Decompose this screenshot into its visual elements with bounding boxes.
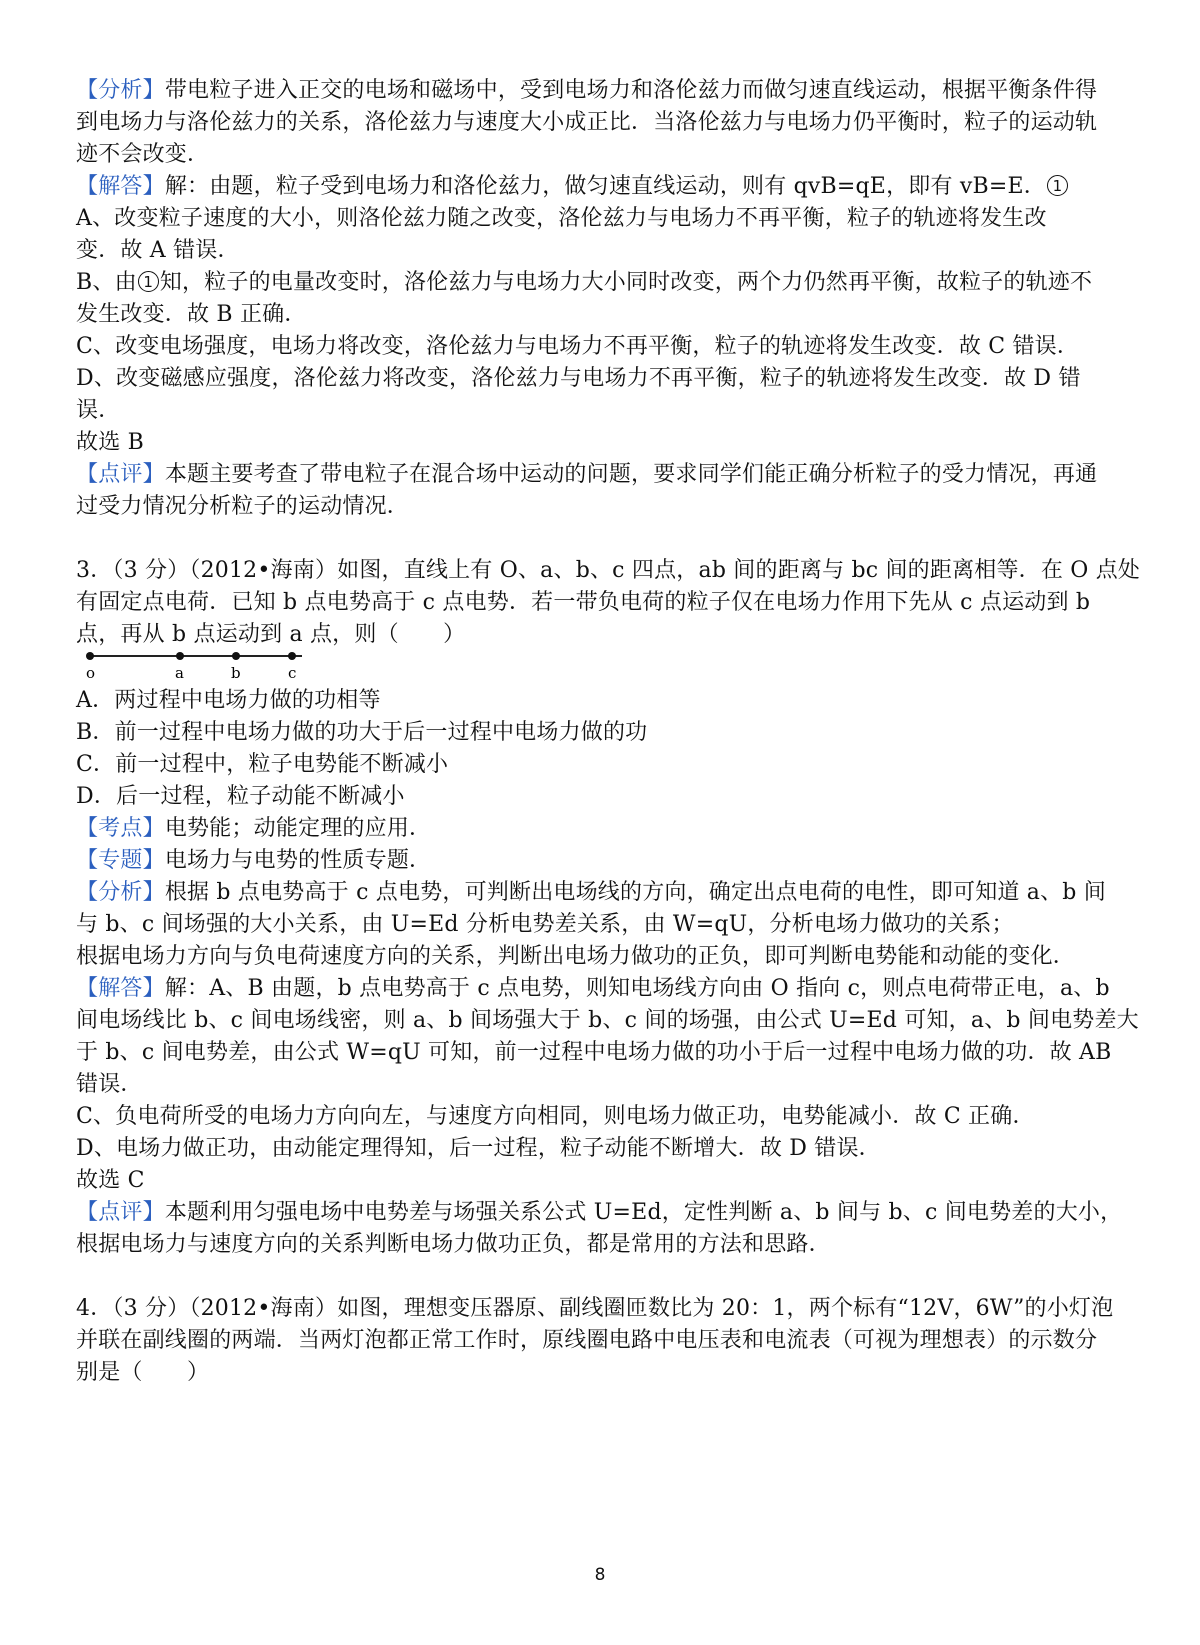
solution-tag: 【解答】: [76, 174, 165, 199]
zhuanti-tag: 【专题】: [76, 848, 165, 873]
q3-stem-line-3: 点，再从 b 点运动到 a 点，则（ ）: [76, 622, 466, 647]
q3-zhuanti-line: 【专题】电场力与电势的性质专题．: [76, 848, 432, 873]
q3-stem-line-2: 有固定点电荷．已知 b 点电势高于 c 点电势．若一带负电荷的粒子仅在电场力作用下先从 c 点运动到 b: [76, 590, 1091, 615]
p2-comment-line-2: 过受力情况分析粒子的运动情况．: [76, 494, 410, 519]
q4-stem-line-3: 别是（ ）: [76, 1360, 210, 1385]
q3-option-b: B．前一过程中电场力做的功大于后一过程中电场力做的功: [76, 720, 648, 745]
label-a: a: [175, 664, 184, 682]
circled-one-marker: 1: [138, 271, 159, 292]
p2-option-b-line-1: B、由 1 知，粒子的电量改变时，洛伦兹力与电场力大小同时改变，两个力仍然再平衡，故粒子的轨迹不: [76, 270, 1093, 295]
q3-solution-line-4: 错误．: [76, 1072, 143, 1097]
circled-one-marker: 1: [1047, 175, 1068, 196]
q4-stem-line-1: 4．（3 分）（2012•海南）如图，理想变压器原、副线圈匝数比为 20：1，两个标有“12V，6W”的小灯泡: [76, 1296, 1114, 1321]
analysis-tag: 【分析】: [76, 880, 165, 905]
q3-analysis-line-3: 根据电场力方向与负电荷速度方向的关系，判断出电场力做功的正负，即可判断电势能和动能的变化．: [76, 944, 1076, 969]
label-b: b: [231, 664, 241, 682]
q3-point-line-figure: [76, 648, 316, 684]
p2-comment-line-1: 【点评】本题主要考查了带电粒子在混合场中运动的问题，要求同学们能正确分析粒子的受力情况，再通: [76, 462, 1098, 487]
point-a: [176, 652, 184, 660]
point-c: [288, 652, 296, 660]
label-c: c: [288, 664, 297, 682]
q4-stem-line-2: 并联在副线圈的两端．当两灯泡都正常工作时，原线圈电路中电压表和电流表（可视为理想表）的示数分: [76, 1328, 1098, 1353]
p2-option-a-line-1: A、改变粒子速度的大小，则洛伦兹力随之改变，洛伦兹力与电场力不再平衡，粒子的轨迹将发生改: [76, 206, 1047, 231]
p2-option-b-line-2: 发生改变．故 B 正确．: [76, 302, 307, 327]
p2-solution-line-1: 【解答】解：由题，粒子受到电场力和洛伦兹力，做匀速直线运动，则有 qvB=qE，即有 vB=E． 1: [76, 172, 1069, 202]
q3-analysis-line-2: 与 b、c 间场强的大小关系，由 U=Ed 分析电势差关系，由 W=qU，分析电场力做功的关系；: [76, 912, 1014, 937]
page-number: 8: [594, 1565, 606, 1585]
analysis-tag: 【分析】: [76, 78, 165, 103]
comment-tag: 【点评】: [76, 1200, 165, 1225]
q3-option-a: A．两过程中电场力做的功相等: [76, 688, 381, 713]
q3-comment-line-1: 【点评】本题利用匀强电场中电势差与场强关系公式 U=Ed，定性判断 a、b 间与 b、c 间电势差的大小，: [76, 1200, 1123, 1225]
q3-solution-option-c: C、负电荷所受的电场力方向向左，与速度方向相同，则电场力做正功，电势能减小．故 C 正确．: [76, 1104, 1035, 1129]
q3-option-c: C．前一过程中，粒子电势能不断减小: [76, 752, 449, 777]
point-b: [232, 652, 240, 660]
p2-option-c-line: C、改变电场强度，电场力将改变，洛伦兹力与电场力不再平衡，粒子的轨迹将发生改变．故 C 错误．: [76, 334, 1080, 359]
q3-kaodian-line: 【考点】电势能；动能定理的应用．: [76, 816, 432, 841]
q3-comment-line-2: 根据电场力与速度方向的关系判断电场力做功正负，都是常用的方法和思路．: [76, 1232, 831, 1257]
q3-solution-line-3: 于 b、c 间电势差，由公式 W=qU 可知，前一过程中电场力做的功小于后一过程中电场力做的功．故 AB: [76, 1040, 1112, 1065]
solution-tag: 【解答】: [76, 976, 165, 1001]
p2-choice: 故选 B: [76, 430, 144, 455]
q3-analysis-line-1: 【分析】根据 b 点电势高于 c 点电势，可判断出电场线的方向，确定出点电荷的电性，即可知道 a、b 间: [76, 880, 1106, 905]
q3-solution-option-d: D、电场力做正功，由动能定理得知，后一过程，粒子动能不断增大．故 D 错误．: [76, 1136, 881, 1161]
p2-option-a-line-2: 变．故 A 错误．: [76, 238, 240, 263]
p2-analysis-line-2: 到电场力与洛伦兹力的关系，洛伦兹力与速度大小成正比．当洛伦兹力与电场力仍平衡时，粒子的运动轨: [76, 110, 1098, 135]
q3-choice: 故选 C: [76, 1168, 145, 1193]
q3-solution-line-1: 【解答】解：A、B 由题，b 点电势高于 c 点电势，则知电场线方向由 O 指向 c，则点电荷带正电，a、b: [76, 976, 1110, 1001]
comment-tag: 【点评】: [76, 462, 165, 487]
p2-analysis-line-1: 【分析】带电粒子进入正交的电场和磁场中，受到电场力和洛伦兹力而做匀速直线运动，根据平衡条件得: [76, 78, 1098, 103]
q3-solution-line-2: 间电场线比 b、c 间电场线密，则 a、b 间场强大于 b、c 间的场强，由公式 U=Ed 可知，a、b 间电势差大: [76, 1008, 1139, 1033]
p2-option-d-line-1: D、改变磁感应强度，洛伦兹力将改变，洛伦兹力与电场力不再平衡，粒子的轨迹将发生改变．故 D 错: [76, 366, 1081, 391]
kaodian-tag: 【考点】: [76, 816, 165, 841]
p2-analysis-line-3: 迹不会改变．: [76, 142, 210, 167]
point-o: [86, 652, 94, 660]
q3-option-d: D．后一过程，粒子动能不断减小: [76, 784, 405, 809]
p2-option-d-line-2: 误．: [76, 398, 121, 423]
label-o: o: [86, 664, 96, 682]
q3-stem-line-1: 3．（3 分）（2012•海南）如图，直线上有 O、a、b、c 四点，ab 间的距离与 bc 间的距离相等．在 O 点处: [76, 558, 1141, 583]
